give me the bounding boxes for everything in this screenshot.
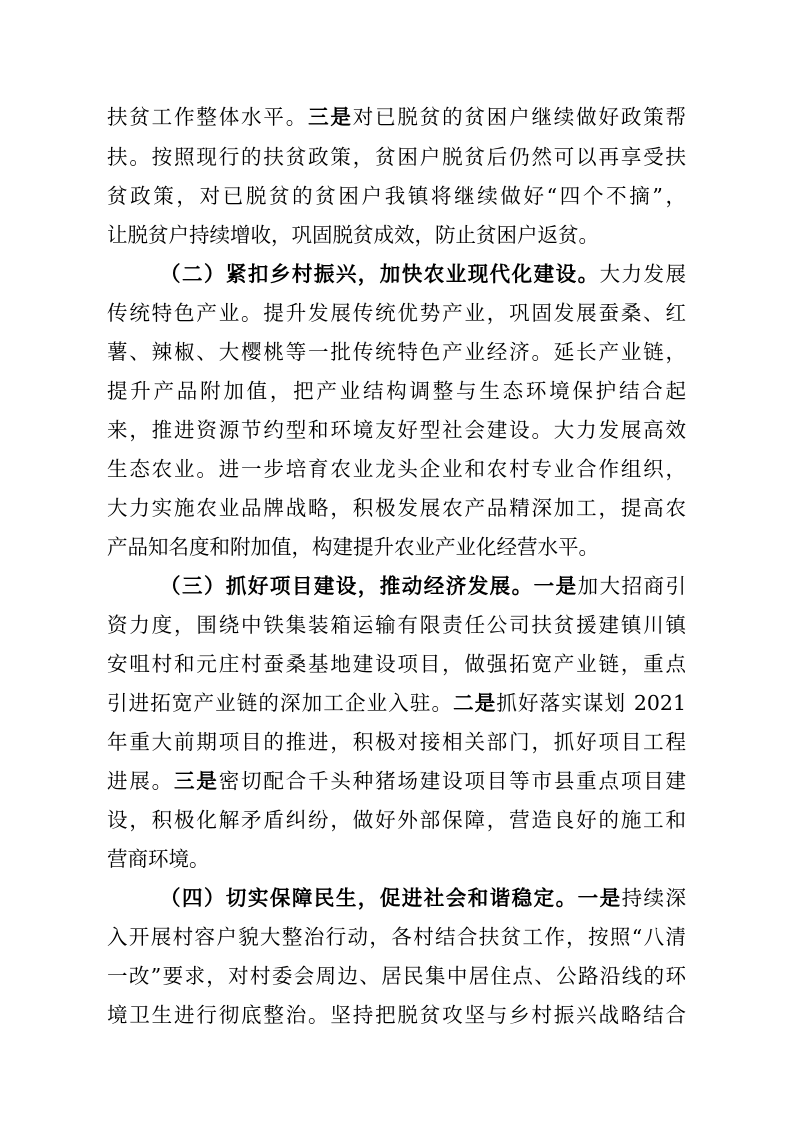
text-line: 扶贫工作整体水平。三是对已脱贫的贫困户继续做好政策帮 (107, 105, 687, 129)
text-line: 提升产品附加值，把产业结构调整与生态环境保护结合起 (107, 379, 686, 403)
text-line: 营商环境。 (107, 847, 210, 871)
text-line: 让脱贫户持续增收，巩固脱贫成效，防止贫困户返贫。 (107, 223, 599, 247)
text-line: 贫政策，对已脱贫的贫困户我镇将继续做好“四个不摘”， (107, 184, 686, 208)
text-line: 生态农业。进一步培育农业龙头企业和农村专业合作组织， (107, 457, 686, 481)
text-line: 大力实施农业品牌战略，积极发展农产品精深加工，提高农 (107, 496, 686, 520)
text-line: 设，积极化解矛盾纠纷，做好外部保障，营造良好的施工和 (107, 808, 686, 832)
section-heading-line: （二）紧扣乡村振兴，加快农业现代化建设。大力发展 (160, 262, 687, 286)
section-heading-line: （四）切实保障民生，促进社会和谐稳定。一是持续深 (160, 886, 687, 910)
text-line: 资力度，围绕中铁集装箱运输有限责任公司扶贫援建镇川镇 (107, 613, 686, 637)
text-line: 入开展村容户貌大整治行动，各村结合扶贫工作，按照“八清 (107, 925, 686, 949)
text-line: 境卫生进行彻底整治。坚持把脱贫攻坚与乡村振兴战略结合 (107, 1003, 686, 1027)
text-line: 产品知名度和附加值，构建提升农业产业化经营水平。 (107, 535, 599, 559)
text-line: 薯、辣椒、大樱桃等一批传统特色产业经济。延长产业链， (107, 340, 686, 364)
text-line: 引进拓宽产业链的深加工企业入驻。二是抓好落实谋划 2021 (107, 691, 687, 715)
text-line: 扶。按照现行的扶贫政策，贫困户脱贫后仍然可以再享受扶 (107, 145, 686, 169)
text-line: 安咀村和元庄村蚕桑基地建设项目，做强拓宽产业链，重点 (107, 652, 686, 676)
text-line: 来，推进资源节约型和环境友好型社会建设。大力发展高效 (107, 418, 686, 442)
text-line: 进展。三是密切配合千头种猪场建设项目等市县重点项目建 (107, 769, 687, 793)
text-line: 一改”要求，对村委会周边、居民集中居住点、公路沿线的环 (107, 964, 686, 988)
text-line: 年重大前期项目的推进，积极对接相关部门，抓好项目工程 (107, 730, 686, 754)
text-line: 传统特色产业。提升发展传统优势产业，巩固发展蚕桑、红 (107, 301, 686, 325)
section-heading-line: （三）抓好项目建设，推动经济发展。一是加大招商引 (160, 574, 687, 598)
